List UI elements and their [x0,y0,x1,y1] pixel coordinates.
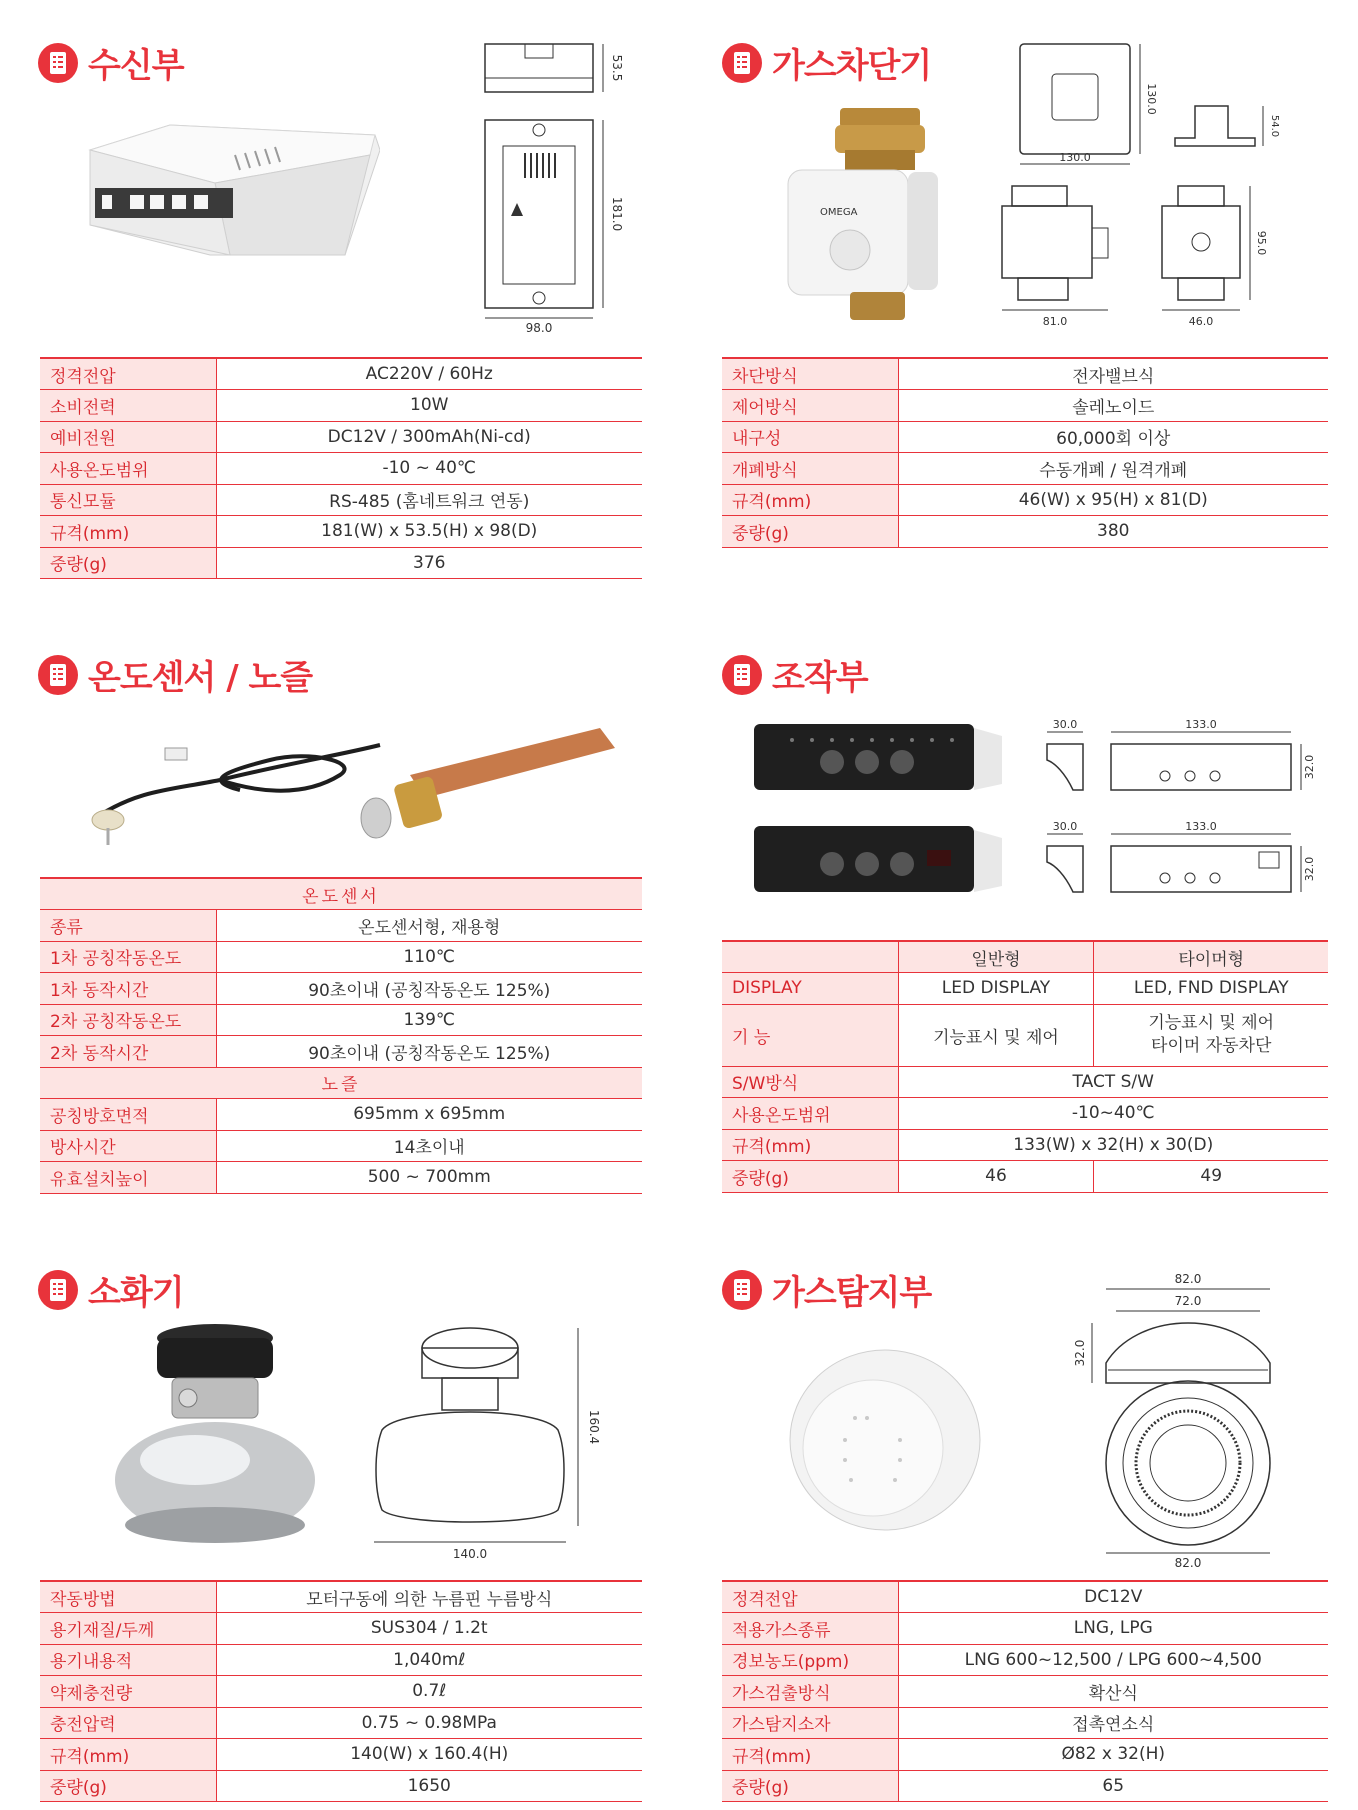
table-row [40,1162,642,1194]
spec-label: 예비전원 [40,421,216,453]
table-subheader-row [40,878,642,910]
table-row [40,484,642,516]
table-row [722,453,1328,485]
spec-value: 1650 [216,1770,642,1802]
spec-value: 46(W) x 95(H) x 81(D) [898,484,1328,516]
spec-value: 110℃ [216,941,642,973]
spec-value: 60,000회 이상 [898,421,1328,453]
spec-value: 14초이내 [216,1130,642,1162]
extinguisher-dim-w: 140.0 [452,1547,488,1561]
gas-detector-title: 가스탐지부 [722,1265,931,1314]
spec-label: 1차 공칭작동온도 [40,941,216,973]
table-row: 규격(mm) 133(W) x 32(H) x 30(D) [722,1129,1328,1161]
table-row: S/W방식 TACT S/W [722,1066,1328,1098]
document-icon [38,1270,78,1310]
extinguisher-spec-table [40,1580,642,1802]
spec-value: LNG 600~12,500 / LPG 600~4,500 [898,1644,1328,1676]
gas-detector-spec-table [722,1580,1328,1802]
spec-label: 유효설치높이 [40,1162,216,1194]
spec-label: 작동방법 [40,1581,216,1613]
gas-valve-dim-b: 130.0 [1059,151,1091,164]
table-row [40,973,642,1005]
spec-label: 약제충전량 [40,1676,216,1708]
spec-value: 65 [898,1770,1328,1802]
spec-value: 140(W) x 160.4(H) [216,1739,642,1771]
spec-value: 0.7ℓ [216,1676,642,1708]
table-row [722,1676,1328,1708]
spec-label: 용기내용적 [40,1644,216,1676]
spec-label: 경보농도(ppm) [722,1644,898,1676]
spec-label: 1차 동작시간 [40,973,216,1005]
spec-label: 중량(g) [722,1770,898,1802]
spec-value: SUS304 / 1.2t [216,1613,642,1645]
table-row [40,1130,642,1162]
spec-value: 380 [898,516,1328,548]
sensor-photo [80,720,630,854]
receiver-spec-table [40,357,642,579]
table-row [722,1739,1328,1771]
control-col-timer: 타이머형 [1094,941,1328,973]
gas-valve-spec-table [722,357,1328,548]
spec-label: 규격(mm) [40,516,216,548]
spec-label: 차단방식 [722,358,898,390]
spec-label: 중량(g) [40,547,216,579]
table-row [40,358,642,390]
spec-label: 중량(g) [40,1770,216,1802]
gas-valve-photo [780,100,960,334]
spec-value: AC220V / 60Hz [216,358,642,390]
spec-value: DC12V [898,1581,1328,1613]
table-row [40,516,642,548]
sensor-title: 온도센서 / 노즐 [38,650,312,699]
extinguisher-drawing [360,1320,600,1574]
table-row [40,1676,642,1708]
spec-label: 공칭방호면적 [40,1099,216,1131]
control-dim-h2: 32.0 [1303,856,1316,882]
document-icon [38,43,78,83]
document-icon [722,43,762,83]
spec-value: 90초이내 (공칭작동온도 125%) [216,973,642,1005]
table-row [40,421,642,453]
control-dim-w1: 133.0 [1185,718,1217,731]
spec-value: 접촉연소식 [898,1707,1328,1739]
control-spec-table [722,940,1328,1193]
gas-detector-dim-bottom: 82.0 [1174,1556,1202,1570]
extinguisher-photo [110,1320,320,1564]
table-row [722,1707,1328,1739]
control-panels [752,718,1012,912]
spec-value: 500 ~ 700mm [216,1162,642,1194]
table-row [722,1644,1328,1676]
spec-label: 통신모듈 [40,484,216,516]
table-row [40,1036,642,1068]
spec-value: -10 ~ 40℃ [216,453,642,485]
gas-valve-drawings [980,38,1320,342]
table-row [40,1739,642,1771]
spec-label: 방사시간 [40,1130,216,1162]
document-icon [38,655,78,695]
spec-label: 규격(mm) [722,1739,898,1771]
receiver-dim-w: 181.0 [610,196,624,232]
control-title: 조작부 [722,650,868,699]
gas-detector-drawing [1070,1265,1310,1574]
table-row [722,484,1328,516]
gas-detector-dim-h: 32.0 [1073,1339,1087,1367]
gas-valve-dim-f: 46.0 [1188,315,1214,328]
table-subheader-row [40,1067,642,1099]
table-row [40,547,642,579]
gas-valve-brand: OMEGA [820,207,858,218]
spec-label: 규격(mm) [722,484,898,516]
spec-value: 139℃ [216,1004,642,1036]
table-row: 기 능 기능표시 및 제어 기능표시 및 제어 타이머 자동차단 [722,1004,1328,1066]
document-icon [722,655,762,695]
table-row [722,516,1328,548]
spec-value: 1,040mℓ [216,1644,642,1676]
spec-value: 0.75 ~ 0.98MPa [216,1707,642,1739]
spec-label: 내구성 [722,421,898,453]
sensor-spec-table [40,877,642,1194]
spec-label: 규격(mm) [40,1739,216,1771]
receiver-drawing [465,38,625,342]
gas-valve-dim-a: 130.0 [1145,83,1158,115]
spec-value: Ø82 x 32(H) [898,1739,1328,1771]
spec-value: 수동개폐 / 원격개폐 [898,453,1328,485]
spec-value: 전자밸브식 [898,358,1328,390]
document-icon [722,1270,762,1310]
table-row [40,910,642,942]
spec-value: 온도센서형, 재용형 [216,910,642,942]
spec-label: 가스탐지소자 [722,1707,898,1739]
table-row [40,1707,642,1739]
spec-label: 제어방식 [722,390,898,422]
gas-valve-dim-e: 95.0 [1255,230,1268,256]
extinguisher-title: 소화기 [38,1265,184,1314]
spec-value: DC12V / 300mAh(Ni-cd) [216,421,642,453]
table-row [722,1770,1328,1802]
spec-value: 181(W) x 53.5(H) x 98(D) [216,516,642,548]
spec-label: 사용온도범위 [40,453,216,485]
gas-valve-dim-c: 54.0 [1269,114,1280,138]
table-row [722,358,1328,390]
spec-label: 정격전압 [722,1581,898,1613]
gas-detector-photo [785,1340,985,1544]
spec-label: 적용가스종류 [722,1613,898,1645]
table-row [40,1004,642,1036]
table-row [40,1613,642,1645]
spec-value: 90초이내 (공칭작동온도 125%) [216,1036,642,1068]
spec-label: 종류 [40,910,216,942]
spec-label: 개폐방식 [722,453,898,485]
spec-value: RS-485 (홈네트워크 연동) [216,484,642,516]
spec-label: 가스검출방식 [722,1676,898,1708]
spec-label: 충전압력 [40,1707,216,1739]
control-header-row [722,941,1328,973]
table-row [722,1581,1328,1613]
spec-label: 정격전압 [40,358,216,390]
spec-value: 모터구동에 의한 누름핀 누름방식 [216,1581,642,1613]
spec-value: LNG, LPG [898,1613,1328,1645]
table-row [40,390,642,422]
table-row: DISPLAY LED DISPLAY LED, FND DISPLAY [722,973,1328,1005]
gas-valve-dim-d: 81.0 [1042,315,1068,328]
table-row [40,1581,642,1613]
gas-valve-title: 가스차단기 [722,38,931,87]
table-row [40,453,642,485]
receiver-dim-h: 53.5 [610,54,624,82]
receiver-rows [40,358,642,579]
table-row: 중량(g) 46 49 [722,1161,1328,1193]
extinguisher-dim-h: 160.4 [587,1409,600,1445]
spec-value: 376 [216,547,642,579]
table-row [40,941,642,973]
spec-label: 2차 동작시간 [40,1036,216,1068]
receiver-dim-d: 98.0 [525,321,553,335]
table-row [40,1644,642,1676]
receiver-title: 수신부 [38,38,184,87]
spec-label: 소비전력 [40,390,216,422]
gas-detector-dim-inner: 72.0 [1174,1294,1202,1308]
table-row [40,1770,642,1802]
spec-value: 확산식 [898,1676,1328,1708]
control-dim-d1: 30.0 [1052,718,1078,731]
control-dim-h1: 32.0 [1303,754,1316,780]
table-row [722,1613,1328,1645]
spec-label: 용기재질/두께 [40,1613,216,1645]
spec-label: 2차 공칭작동온도 [40,1004,216,1036]
table-subheader: 노즐 [40,1067,642,1099]
table-row: 사용온도범위 -10~40℃ [722,1098,1328,1130]
spec-value: 솔레노이드 [898,390,1328,422]
table-row [40,1099,642,1131]
control-drawings [1035,718,1335,912]
table-row [722,421,1328,453]
table-subheader: 온도센서 [40,878,642,910]
spec-value: 10W [216,390,642,422]
table-row [722,390,1328,422]
gas-detector-dim-outer: 82.0 [1174,1272,1202,1286]
spec-value: 695mm x 695mm [216,1099,642,1131]
control-dim-w2: 133.0 [1185,820,1217,833]
receiver-photo [80,105,380,269]
control-col-normal: 일반형 [898,941,1094,973]
spec-label: 중량(g) [722,516,898,548]
control-dim-d2: 30.0 [1052,820,1078,833]
